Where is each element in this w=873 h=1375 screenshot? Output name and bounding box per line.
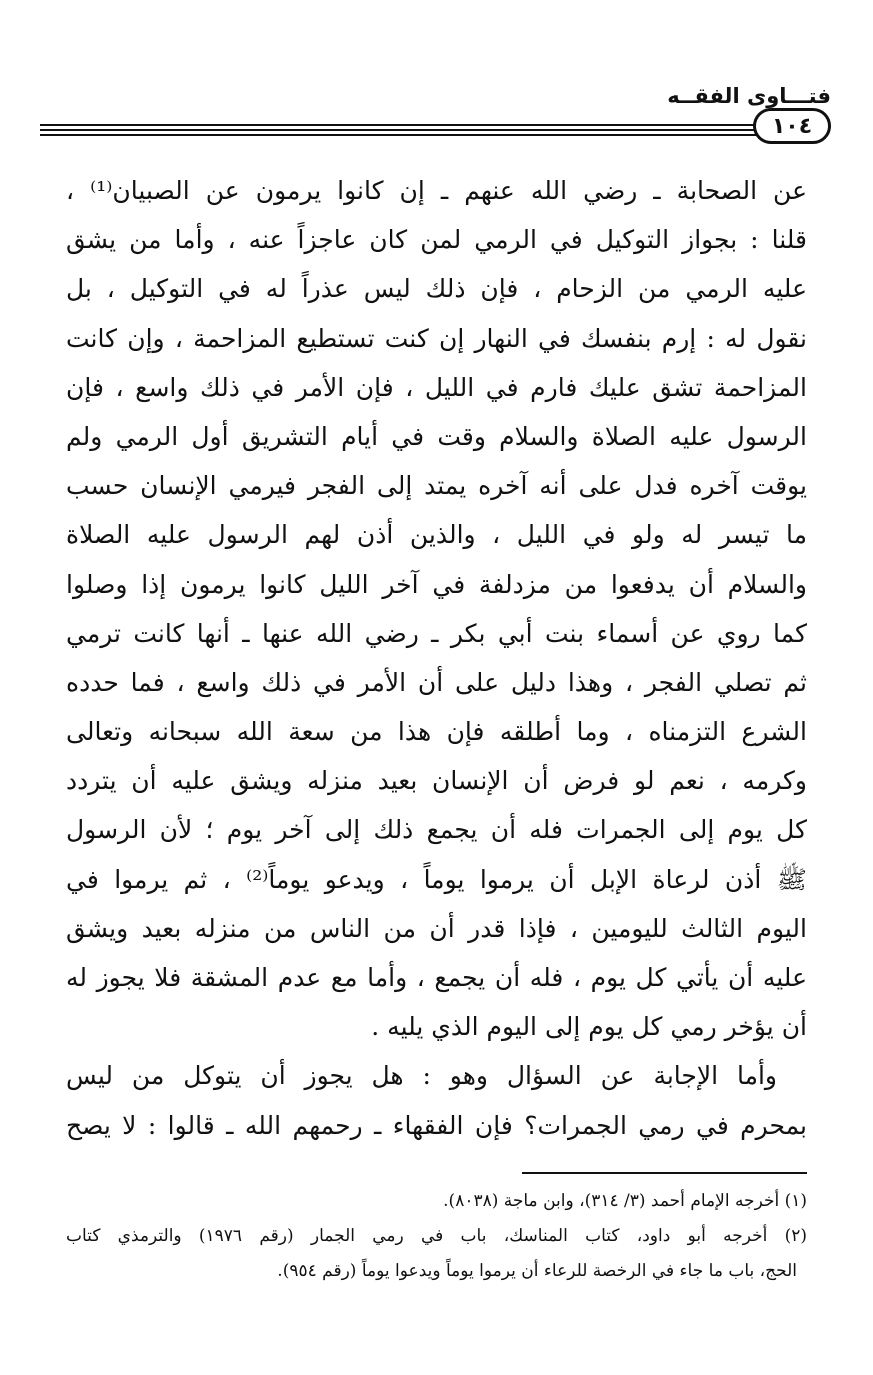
text-line: اليوم الثالث لليومين ، فإذا قدر أن من الناس من منزله بعيد ويشق xyxy=(66,913,807,943)
page-header xyxy=(40,72,831,162)
footnote-2: (٢) أخرجه أبو داود، كتاب المناسك، باب في رمي الجمار (رقم ١٩٧٦) والترمذي كتاب xyxy=(66,1226,807,1246)
footnote-separator xyxy=(522,1172,807,1174)
footnote-1: (١) أخرجه الإمام أحمد (٣/ ٣١٤)، وابن ماجة (٨٠٣٨). xyxy=(443,1191,807,1211)
header-rule-line xyxy=(40,129,767,131)
text-line: أن يؤخر رمي كل يوم إلى اليوم الذي يليه . xyxy=(371,1012,807,1042)
text-line: بمحرم في رمي الجمرات؟ فإن الفقهاء ـ رحمهم الله ـ قالوا : لا يصح xyxy=(66,1110,807,1140)
text-line: عليه أن يأتي كل يوم ، فله أن يجمع ، وأما مع عدم المشقة فلا يجوز له xyxy=(66,963,807,992)
footnotes xyxy=(66,1184,807,1289)
text-line: الرسول عليه الصلاة والسلام وقت في أيام التشريق أول الرمي ولم xyxy=(66,421,807,451)
header-rule-line xyxy=(40,124,767,126)
text-line: يوقت آخره فدل على أنه آخره يمتد إلى الفجر فيرمي الإنسان حسب xyxy=(66,471,807,501)
footnote-2-continued: الحج، باب ما جاء في الرخصة للرعاء أن يرموا يوماً ويدعوا يوماً (رقم ٩٥٤). xyxy=(277,1261,797,1281)
text-line: قلنا : بجواز التوكيل في الرمي لمن كان عاجزاً عنه ، وأما من يشق xyxy=(66,225,807,255)
text-line: كما روي عن أسماء بنت أبي بكر ـ رضي الله عنها ـ أنها كانت ترمي xyxy=(66,618,807,648)
text-line: ﷺ أذن لرعاة الإبل أن يرموا يوماً ، ويدعو يوماً⁽²⁾ ، ثم يرموا في xyxy=(66,864,807,894)
header-rule xyxy=(40,124,831,136)
text-line: وكرمه ، نعم لو فرض أن الإنسان بعيد منزله ويشق عليه أن يتردد xyxy=(66,766,807,796)
text-line: الشرع التزمناه ، وما أطلقه فإن هذا من سعة الله سبحانه وتعالى xyxy=(66,717,807,747)
text-line: كل يوم إلى الجمرات فله أن يجمع ذلك إلى آخر يوم ؛ لأن الرسول xyxy=(66,815,807,845)
text-line: عليه الرمي من الزحام ، فإن ذلك ليس عذراً له في التوكيل ، بل xyxy=(66,274,807,304)
text-line: المزاحمة تشق عليك فارم في الليل ، فإن الأمر في ذلك واسع ، فإن xyxy=(66,372,807,402)
page-number: ١٠٤ xyxy=(753,108,831,144)
text-line: نقول له : إرم بنفسك في النهار إن كنت تستطيع المزاحمة ، وإن كانت xyxy=(66,323,807,353)
text-line: ما تيسر له ولو في الليل ، والذين أذن لهم الرسول عليه الصلاة xyxy=(66,520,807,550)
header-rule-line xyxy=(40,134,767,136)
main-text xyxy=(66,166,807,1150)
text-line: ثم تصلي الفجر ، وهذا دليل على أن الأمر في ذلك واسع ، فما حدده xyxy=(66,667,807,697)
text-line: والسلام أن يدفعوا من مزدلفة في آخر الليل كانوا يرمون إذا وصلوا xyxy=(66,569,807,599)
running-title: فتـــاوى الفقــه xyxy=(667,84,831,108)
text-line: عن الصحابة ـ رضي الله عنهم ـ إن كانوا يرمون عن الصبيان⁽¹⁾ ، xyxy=(66,176,807,205)
text-line: وأما الإجابة عن السؤال وهو : هل يجوز أن يتوكل من ليس xyxy=(66,1061,777,1091)
